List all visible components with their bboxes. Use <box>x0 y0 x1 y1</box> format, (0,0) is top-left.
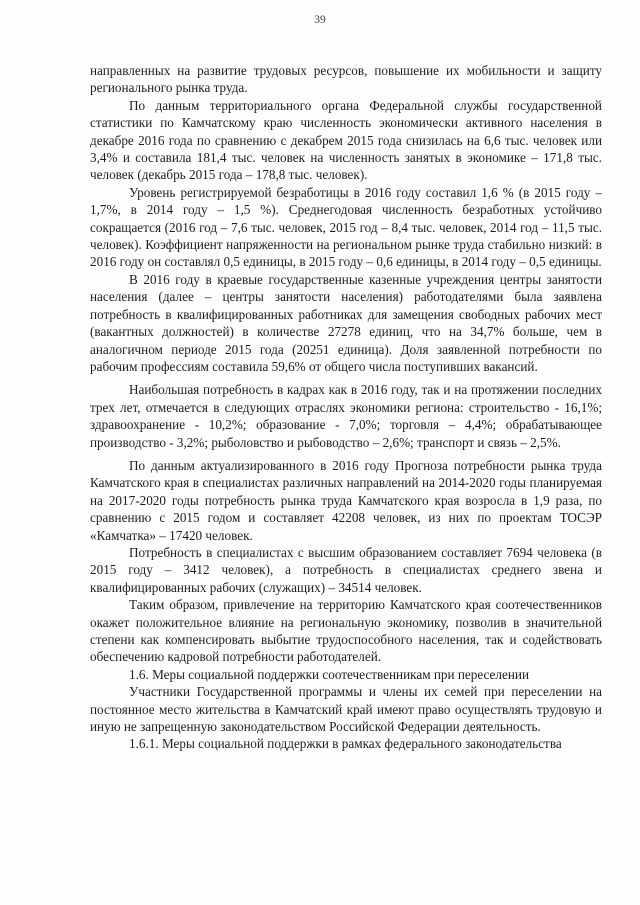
page-number: 39 <box>314 14 326 26</box>
paragraph: направленных на развитие трудовых ресурсов, повышение их мобильности и защиту регионального рынка труда. <box>90 63 602 96</box>
paragraph: По данным актуализированного в 2016 году Прогноза потребности рынка труда Камчатского края в специалистах различных направлений на 2014-2020 годы планируемая на 2017-2020 годы потребность рынка труда Камчатского края возросла в 1,9 раза, по сравнению с 2015 годом и составляет 42208 человек, из них по проектам ТОСЭР «Камчатка» – 17420 человек. <box>90 457 602 543</box>
paragraph: Участники Государственной программы и члены их семей при переселении на постоянное место жительства в Камчатский край имеют право осуществлять трудовую и иную не запрещенную законодательством Российской Федерации деятельность. <box>90 684 602 735</box>
subsection-heading: 1.6.1. Меры социальной поддержки в рамках федерального законодательства <box>129 736 562 752</box>
paragraph: Таким образом, привлечение на территорию Камчатского края соотечественников окажет положительное влияние на региональную экономику, позволив в значительной степени как компенсировать выбытие трудоспособного населения, так и содействовать обеспечению кадровой потребности работодателей. <box>90 597 602 665</box>
paragraph: Уровень регистрируемой безработицы в 2016 году составил 1,6 % (в 2015 году – 1,7%, в 2014 году – 1,5 %). Среднегодовая численность безработных устойчиво сокращается (2016 год – 7,6 тыс. человек, 2015 год – 8,4 тыс. человек, 2014 год – 11,5 тыс. человек). Коэффициент напряженности на региональном рынке труда стабильно низкий: в 2016 году он составлял 0,5 единицы, в 2015 году – 0,6 единицы, в 2014 году – 0,5 единицы. <box>90 184 602 270</box>
paragraph: В 2016 году в краевые государственные казенные учреждения центры занятости населения (далее – центры занятости населения) работодателями была заявлена потребность в квалифицированных работниках для замещения свободных рабочих мест (вакантных должностей) в количестве 27278 единиц, что на 34,7% больше, чем в аналогичном периоде 2015 года (20251 единица). Доля заявленной потребности по рабочим профессиям составила 59,6% от общего числа поступивших вакансий. <box>90 271 602 374</box>
section-heading: 1.6. Меры социальной поддержки соотечественникам при переселении <box>129 666 530 682</box>
paragraph: По данным территориального органа Федеральной службы государственной статистики по Камчатскому краю численность экономически активного населения в декабре 2016 года по сравнению с декабрем 2015 года снизилась на 6,6 тыс. человек или 3,4% и составила 181,4 тыс. человек на численность занятых в экономике – 171,8 тыс. человек (декабрь 2015 года – 178,8 тыс. человек). <box>90 97 602 183</box>
paragraph: Наибольшая потребность в кадрах как в 2016 году, так и на протяжении последних трех лет, отмечается в следующих отраслях экономики региона: строительство - 16,1%; здравоохранение - 10,2%; образование - 7,0%; торговля – 4,4%; обрабатывающее производство - 3,2%; рыболовство и рыбоводство – 2,6%; транспорт и связь – 2,5%. <box>90 382 602 450</box>
paragraph: Потребность в специалистах с высшим образованием составляет 7694 человека (в 2015 году – 3412 человек), а потребность в специалистах среднего звена и квалифицированных рабочих (служащих) – 34514 человек. <box>90 544 602 595</box>
body-text <box>90 62 602 753</box>
